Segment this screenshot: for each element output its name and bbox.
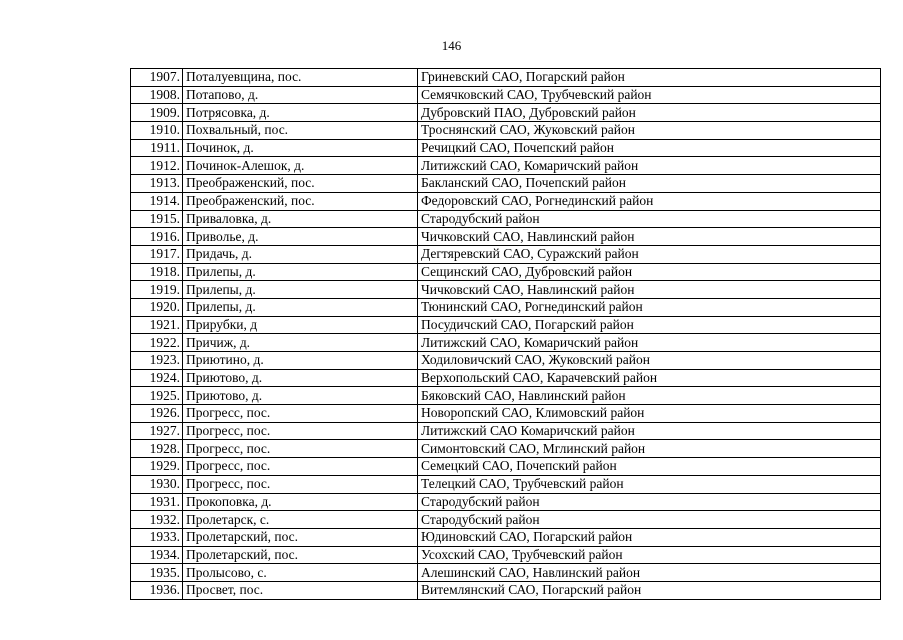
- table-row: [131, 546, 881, 564]
- settlement-name-cell: Преображенский, пос.: [183, 192, 418, 210]
- district-cell: Дубровский ПАО, Дубровский район: [418, 104, 881, 122]
- district-cell: Верхопольский САО, Карачевский район: [418, 369, 881, 387]
- table-row: [131, 564, 881, 582]
- settlement-name-cell: Преображенский, пос.: [183, 175, 418, 193]
- table-row: [131, 263, 881, 281]
- settlement-name-cell: Приваловка, д.: [183, 210, 418, 228]
- table-row: [131, 369, 881, 387]
- row-number-cell: 1928.: [131, 440, 183, 458]
- row-number-cell: 1918.: [131, 263, 183, 281]
- row-number-cell: 1907.: [131, 69, 183, 87]
- settlement-name-cell: Пролысово, с.: [183, 564, 418, 582]
- settlement-name-cell: Прогресс, пос.: [183, 405, 418, 423]
- row-number-cell: 1912.: [131, 157, 183, 175]
- district-cell: Телецкий САО, Трубчевский район: [418, 475, 881, 493]
- table-row: [131, 139, 881, 157]
- district-cell: Федоровский САО, Рогнединский район: [418, 192, 881, 210]
- settlement-name-cell: Причиж, д.: [183, 334, 418, 352]
- settlement-name-cell: Починок, д.: [183, 139, 418, 157]
- row-number-cell: 1916.: [131, 228, 183, 246]
- table-row: [131, 104, 881, 122]
- district-cell: Симонтовский САО, Мглинский район: [418, 440, 881, 458]
- settlement-name-cell: Приютово, д.: [183, 369, 418, 387]
- row-number-cell: 1932.: [131, 511, 183, 529]
- district-cell: Стародубский район: [418, 511, 881, 529]
- table-row: [131, 352, 881, 370]
- settlements-table: [130, 68, 881, 600]
- settlement-name-cell: Пролетарск, с.: [183, 511, 418, 529]
- district-cell: Литижский САО Комаричский район: [418, 422, 881, 440]
- district-cell: Алешинский САО, Навлинский район: [418, 564, 881, 582]
- table-row: [131, 458, 881, 476]
- settlement-name-cell: Придачь, д.: [183, 245, 418, 263]
- district-cell: Речицкий САО, Почепский район: [418, 139, 881, 157]
- district-cell: Бакланский САО, Почепский район: [418, 175, 881, 193]
- table-row: [131, 493, 881, 511]
- table-row: [131, 157, 881, 175]
- settlement-name-cell: Приютово, д.: [183, 387, 418, 405]
- row-number-cell: 1915.: [131, 210, 183, 228]
- row-number-cell: 1913.: [131, 175, 183, 193]
- district-cell: Витемлянский САО, Погарский район: [418, 581, 881, 599]
- district-cell: Посудичский САО, Погарский район: [418, 316, 881, 334]
- row-number-cell: 1931.: [131, 493, 183, 511]
- table-row: [131, 422, 881, 440]
- settlement-name-cell: Прогресс, пос.: [183, 422, 418, 440]
- district-cell: Юдиновский САО, Погарский район: [418, 528, 881, 546]
- settlement-name-cell: Прогресс, пос.: [183, 458, 418, 476]
- row-number-cell: 1923.: [131, 352, 183, 370]
- table-row: [131, 210, 881, 228]
- district-cell: Стародубский район: [418, 210, 881, 228]
- settlement-name-cell: Потапово, д.: [183, 86, 418, 104]
- district-cell: Чичковский САО, Навлинский район: [418, 281, 881, 299]
- table-row: [131, 440, 881, 458]
- row-number-cell: 1922.: [131, 334, 183, 352]
- settlement-name-cell: Просвет, пос.: [183, 581, 418, 599]
- table-row: [131, 475, 881, 493]
- row-number-cell: 1936.: [131, 581, 183, 599]
- row-number-cell: 1921.: [131, 316, 183, 334]
- page-number: 146: [441, 38, 462, 53]
- district-cell: Литижский САО, Комаричский район: [418, 334, 881, 352]
- settlement-name-cell: Поталуевщина, пос.: [183, 69, 418, 87]
- table-row: [131, 581, 881, 599]
- row-number-cell: 1909.: [131, 104, 183, 122]
- district-cell: Ходиловичский САО, Жуковский район: [418, 352, 881, 370]
- district-cell: Семячковский САО, Трубчевский район: [418, 86, 881, 104]
- district-cell: Сещинский САО, Дубровский район: [418, 263, 881, 281]
- row-number-cell: 1935.: [131, 564, 183, 582]
- district-cell: Бяковский САО, Навлинский район: [418, 387, 881, 405]
- row-number-cell: 1911.: [131, 139, 183, 157]
- table-row: [131, 175, 881, 193]
- row-number-cell: 1917.: [131, 245, 183, 263]
- district-cell: Усохский САО, Трубчевский район: [418, 546, 881, 564]
- row-number-cell: 1934.: [131, 546, 183, 564]
- district-cell: Литижский САО, Комаричский район: [418, 157, 881, 175]
- district-cell: Семецкий САО, Почепский район: [418, 458, 881, 476]
- district-cell: Дегтяревский САО, Суражский район: [418, 245, 881, 263]
- settlement-name-cell: Приволье, д.: [183, 228, 418, 246]
- table-row: [131, 511, 881, 529]
- row-number-cell: 1914.: [131, 192, 183, 210]
- settlement-name-cell: Похвальный, пос.: [183, 122, 418, 140]
- row-number-cell: 1929.: [131, 458, 183, 476]
- table-row: [131, 298, 881, 316]
- row-number-cell: 1925.: [131, 387, 183, 405]
- settlement-name-cell: Прогресс, пос.: [183, 475, 418, 493]
- table-row: [131, 405, 881, 423]
- row-number-cell: 1926.: [131, 405, 183, 423]
- district-cell: Гриневский САО, Погарский район: [418, 69, 881, 87]
- settlement-name-cell: Потрясовка, д.: [183, 104, 418, 122]
- row-number-cell: 1933.: [131, 528, 183, 546]
- settlement-name-cell: Прирубки, д: [183, 316, 418, 334]
- district-cell: Чичковский САО, Навлинский район: [418, 228, 881, 246]
- settlement-name-cell: Прилепы, д.: [183, 281, 418, 299]
- district-cell: Новоропский САО, Климовский район: [418, 405, 881, 423]
- settlements-table-body: [131, 69, 881, 600]
- row-number-cell: 1908.: [131, 86, 183, 104]
- row-number-cell: 1930.: [131, 475, 183, 493]
- settlement-name-cell: Пролетарский, пос.: [183, 528, 418, 546]
- settlement-name-cell: Прокоповка, д.: [183, 493, 418, 511]
- table-row: [131, 528, 881, 546]
- settlement-name-cell: Прилепы, д.: [183, 298, 418, 316]
- table-row: [131, 192, 881, 210]
- district-cell: Стародубский район: [418, 493, 881, 511]
- table-row: [131, 228, 881, 246]
- table-row: [131, 122, 881, 140]
- row-number-cell: 1924.: [131, 369, 183, 387]
- settlement-name-cell: Пролетарский, пос.: [183, 546, 418, 564]
- row-number-cell: 1927.: [131, 422, 183, 440]
- table-row: [131, 69, 881, 87]
- district-cell: Троснянский САО, Жуковский район: [418, 122, 881, 140]
- table-row: [131, 316, 881, 334]
- settlement-name-cell: Приютино, д.: [183, 352, 418, 370]
- table-row: [131, 387, 881, 405]
- settlement-name-cell: Починок-Алешок, д.: [183, 157, 418, 175]
- table-row: [131, 86, 881, 104]
- row-number-cell: 1920.: [131, 298, 183, 316]
- settlement-name-cell: Прогресс, пос.: [183, 440, 418, 458]
- table-row: [131, 334, 881, 352]
- table-row: [131, 245, 881, 263]
- table-row: [131, 281, 881, 299]
- district-cell: Тюнинский САО, Рогнединский район: [418, 298, 881, 316]
- row-number-cell: 1919.: [131, 281, 183, 299]
- settlement-name-cell: Прилепы, д.: [183, 263, 418, 281]
- row-number-cell: 1910.: [131, 122, 183, 140]
